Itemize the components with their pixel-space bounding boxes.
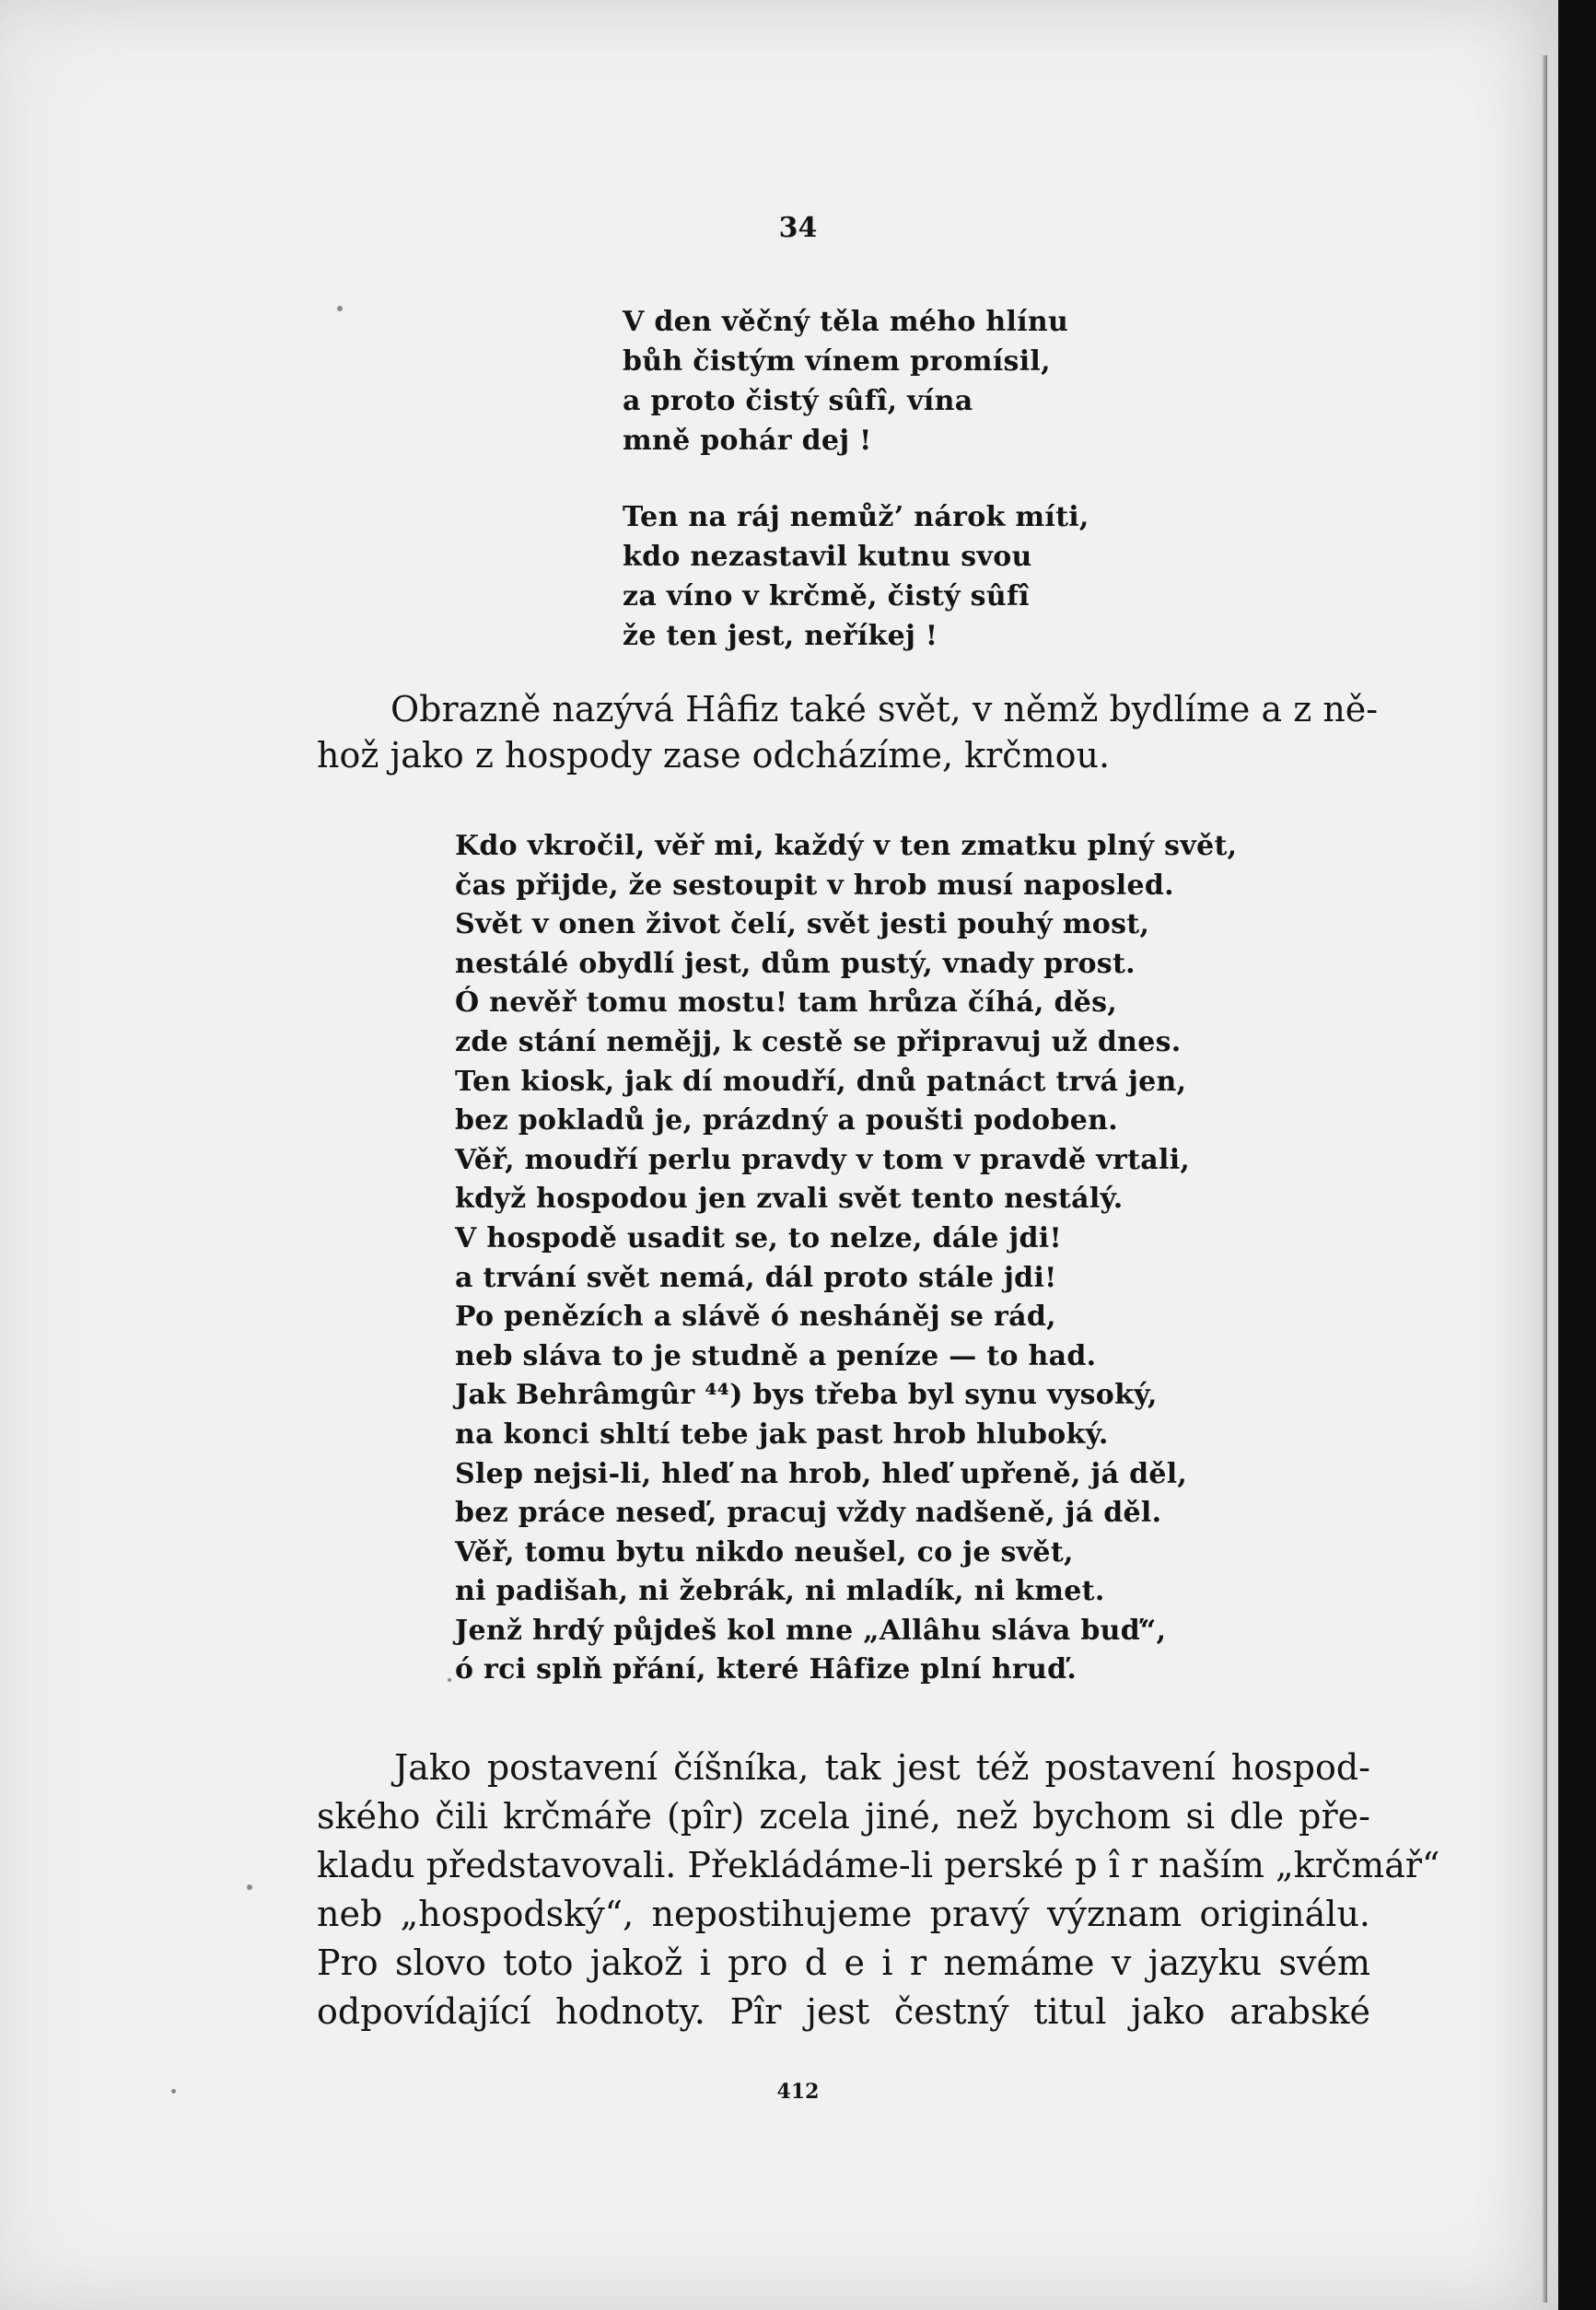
poem-line: bůh čistým vínem promísil, — [623, 345, 1051, 378]
poem-line: V den věčný těla mého hlínu — [623, 306, 1069, 338]
prose-line: kladu představovali. Překládáme-li perské p î r naším „krčmář“ — [317, 1845, 1440, 1885]
poem-line: čas přijde, že sestoupit v hrob musí naposled. — [455, 869, 1174, 902]
poem-line: bez práce neseď, pracuj vždy nadšeně, já děl. — [455, 1497, 1162, 1530]
poem-line: V hospodě usadit se, to nelze, dále jdi! — [455, 1221, 1062, 1254]
prose-line: odpovídající hodnoty. Pîr jest čestný titul jako arabské — [317, 1991, 1370, 2032]
poem-line: Svět v onen život čelí, svět jesti pouhý most, — [455, 908, 1150, 941]
poem-line: že ten jest, neříkej ! — [623, 620, 938, 652]
poem-line: na konci shltí tebe jak past hrob hluboký. — [455, 1418, 1109, 1451]
prose-paragraph — [317, 686, 1379, 778]
poem-line: Věř, tomu bytu nikdo neušel, co je svět, — [455, 1535, 1074, 1569]
poem-line: neb sláva to je studně a peníze — to had. — [455, 1339, 1097, 1372]
scan-border — [1558, 0, 1596, 2310]
prose-line: Pro slovo toto jakož i pro d e i r nemáme v jazyku svém — [317, 1942, 1370, 1983]
poem-line: Ó nevěř tomu mostu! tam hrůza číhá, děs, — [455, 986, 1118, 1020]
poem-line: za víno v krčmě, čistý sûfî — [623, 580, 1030, 612]
stanza-gap — [623, 461, 1089, 497]
poem-line: bez pokladů je, prázdný a poušti podoben. — [455, 1104, 1118, 1138]
paper-speck — [337, 306, 343, 311]
poem-line: zde stání nemějj, k cestě se připravuj už dnes. — [455, 1025, 1182, 1058]
poem-line: Ten na ráj nemůž’ nárok míti, — [623, 501, 1089, 533]
poem-line: Věř, moudří perlu pravdy v tom v pravdě vrtali, — [455, 1143, 1191, 1176]
prose-line: Obrazně nazývá Hâfiz také svět, v němž bydlíme a z ně- — [390, 689, 1379, 729]
poem-line: Jenž hrdý půjdeš kol mne „Allâhu sláva buď“, — [455, 1614, 1167, 1647]
poem-line: Kdo vkročil, věř mi, každý v ten zmatku plný svět, — [455, 830, 1238, 862]
poem-line: Jak Behrâmgûr ⁴⁴) bys třeba byl synu vysoký, — [455, 1379, 1158, 1412]
page-number-top: 34 — [778, 212, 818, 244]
paper-speck — [171, 2089, 176, 2094]
prose-line: ského čili krčmáře (pîr) zcela jiné, než bychom si dle pře- — [317, 1796, 1370, 1837]
poem-line: Ten kiosk, jak dí moudří, dnů patnáct trvá jen, — [455, 1065, 1187, 1098]
prose-paragraph — [317, 1744, 1440, 2036]
poem-line: nestálé obydlí jest, dům pustý, vnady prost. — [455, 947, 1136, 980]
poem-line: ó rci splň přání, které Hâfize plní hruď. — [455, 1653, 1078, 1686]
poem-line: kdo nezastavil kutnu svou — [623, 541, 1032, 573]
poem-quatrains — [623, 302, 1089, 656]
poem-line: když hospodou jen zvali svět tento nestálý. — [455, 1183, 1124, 1216]
poem-line: mně pohár dej ! — [623, 425, 872, 457]
page-edge-shadow — [1542, 55, 1547, 2303]
page-number-bottom: 412 — [776, 2080, 820, 2104]
prose-line: neb „hospodský“, nepostihujeme pravý význam originálu. — [317, 1894, 1370, 1934]
poem-line: ni padišah, ni žebrák, ni mladík, ni kmet. — [455, 1575, 1105, 1608]
paper-speck — [247, 1884, 252, 1890]
poem-line: a trvání svět nemá, dál proto stále jdi! — [455, 1261, 1057, 1294]
prose-line: Jako postavení číšníka, tak jest též postavení hospod- — [394, 1747, 1370, 1788]
paper-speck — [448, 1678, 451, 1682]
poem-line: Po penězích a slávě ó nesháněj se rád, — [455, 1301, 1056, 1334]
poem-line: Slep nejsi-li, hleď na hrob, hleď upřeně, já děl, — [455, 1457, 1188, 1490]
prose-line: hož jako z hospody zase odcházíme, krčmou. — [317, 735, 1111, 776]
poem-line: a proto čistý sûfî, vína — [623, 385, 973, 417]
poem-long — [455, 827, 1237, 1690]
